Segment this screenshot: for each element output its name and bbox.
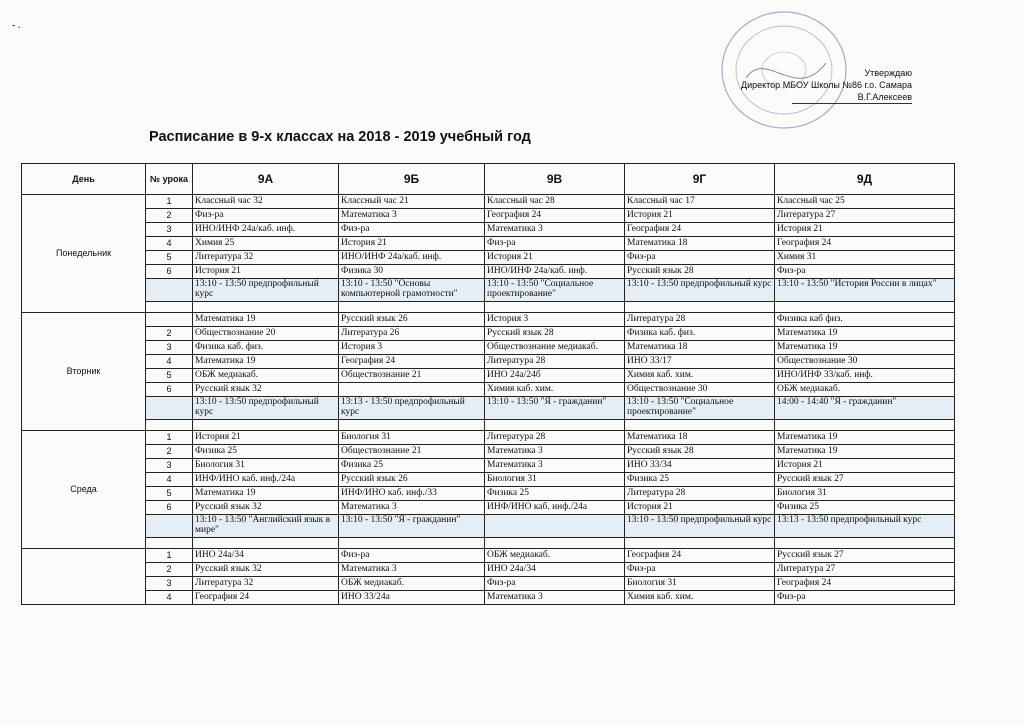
lesson-number: 2 — [146, 327, 193, 341]
lesson-cell: Классный час 21 — [339, 195, 485, 209]
lesson-row — [22, 383, 955, 397]
spacer-cell — [193, 538, 339, 549]
lesson-cell: ИНО/ИНФ 24а/каб. инф. — [193, 223, 339, 237]
spacer-cell — [193, 420, 339, 431]
lesson-cell: Математика 19 — [775, 431, 955, 445]
lesson-cell: География 24 — [625, 549, 775, 563]
lesson-row — [22, 355, 955, 369]
lesson-row — [22, 487, 955, 501]
lesson-row — [22, 327, 955, 341]
lesson-cell: Биология 31 — [775, 487, 955, 501]
lesson-cell: Математика 19 — [193, 355, 339, 369]
lesson-cell: Физика 25 — [775, 501, 955, 515]
spacer-cell — [146, 302, 193, 313]
lesson-cell: ИНО 33/34 — [625, 459, 775, 473]
schedule-table — [21, 163, 955, 605]
extracurricular-cell: 13:10 - 13:50 "Социальное проектирование" — [485, 279, 625, 302]
lesson-cell: История 21 — [339, 237, 485, 251]
lesson-cell: Физика 25 — [193, 445, 339, 459]
lesson-cell: Физика каб. физ. — [625, 327, 775, 341]
lesson-cell: ОБЖ медиакаб. — [775, 383, 955, 397]
lesson-cell: Литература 27 — [775, 563, 955, 577]
spacer-cell — [625, 538, 775, 549]
lesson-row — [22, 369, 955, 383]
extracurricular-cell: 13:10 - 13:50 "Английский язык в мире" — [193, 515, 339, 538]
lesson-cell: Химия каб. хим. — [625, 369, 775, 383]
lesson-row — [22, 473, 955, 487]
extracurricular-cell: 14:00 - 14:40 "Я - гражданин" — [775, 397, 955, 420]
lesson-cell: География 24 — [775, 577, 955, 591]
lesson-cell: Математика 3 — [485, 591, 625, 605]
lesson-cell: ИНФ/ИНО каб. инф./24а — [485, 501, 625, 515]
header-class: 9Г — [625, 164, 775, 195]
extracurricular-cell: 13:10 - 13:50 предпрофильный курс — [193, 397, 339, 420]
header-lesson-number: № урока — [146, 164, 193, 195]
lesson-cell: География 24 — [193, 591, 339, 605]
lesson-cell: Физ-ра — [339, 549, 485, 563]
lesson-number: 3 — [146, 341, 193, 355]
lesson-number: 4 — [146, 591, 193, 605]
spacer-row — [22, 420, 955, 431]
lesson-cell: История 21 — [193, 265, 339, 279]
lesson-cell: География 24 — [625, 223, 775, 237]
header-day: День — [22, 164, 146, 195]
lesson-cell: История 3 — [485, 313, 625, 327]
lesson-cell: Химия 25 — [193, 237, 339, 251]
lesson-cell: Физика каб физ. — [775, 313, 955, 327]
corner-mark: - . — [12, 20, 21, 31]
lesson-cell: Математика 3 — [339, 501, 485, 515]
lesson-cell: Русский язык 28 — [625, 445, 775, 459]
extracurricular-cell: 13:10 - 13:50 "История России в лицах" — [775, 279, 955, 302]
day-name: Вторник — [22, 313, 146, 431]
lesson-cell: Русский язык 27 — [775, 549, 955, 563]
lesson-number: 4 — [146, 473, 193, 487]
extracurricular-cell: 13:10 - 13:50 "Основы компьютерной грамотности" — [339, 279, 485, 302]
lesson-cell: Математика 19 — [193, 487, 339, 501]
lesson-cell: Математика 19 — [775, 341, 955, 355]
lesson-row — [22, 563, 955, 577]
lesson-cell: Биология 31 — [485, 473, 625, 487]
lesson-number — [146, 515, 193, 538]
lesson-cell: История 3 — [339, 341, 485, 355]
spacer-cell — [339, 420, 485, 431]
extracurricular-cell: 13:10 - 13:50 "Социальное проектирование" — [625, 397, 775, 420]
lesson-cell: История 21 — [775, 459, 955, 473]
spacer-cell — [339, 302, 485, 313]
lesson-number: 1 — [146, 195, 193, 209]
extracurricular-cell: 13:10 - 13:50 предпрофильный курс — [193, 279, 339, 302]
lesson-cell: ИНФ/ИНО каб. инф./24а — [193, 473, 339, 487]
lesson-number: 5 — [146, 369, 193, 383]
lesson-number: 3 — [146, 459, 193, 473]
lesson-row — [22, 591, 955, 605]
extracurricular-row — [22, 515, 955, 538]
lesson-cell: Обществознание медиакаб. — [485, 341, 625, 355]
lesson-cell: Русский язык 32 — [193, 383, 339, 397]
spacer-cell — [485, 420, 625, 431]
header-row — [22, 164, 955, 195]
lesson-cell: ИНО 33/17 — [625, 355, 775, 369]
lesson-row — [22, 251, 955, 265]
lesson-row — [22, 459, 955, 473]
lesson-cell: Химия 31 — [775, 251, 955, 265]
lesson-cell: История 21 — [625, 501, 775, 515]
lesson-cell: Математика 19 — [775, 327, 955, 341]
lesson-cell: География 24 — [339, 355, 485, 369]
lesson-cell: Физика 30 — [339, 265, 485, 279]
lesson-number: 2 — [146, 563, 193, 577]
lesson-cell: Химия каб. хим. — [625, 591, 775, 605]
lesson-row — [22, 549, 955, 563]
spacer-cell — [146, 420, 193, 431]
spacer-cell — [146, 538, 193, 549]
extracurricular-cell: 13:10 - 13:50 предпрофильный курс — [625, 279, 775, 302]
approval-block — [700, 67, 912, 104]
spacer-row — [22, 538, 955, 549]
lesson-cell: ОБЖ медиакаб. — [339, 577, 485, 591]
lesson-number: 2 — [146, 445, 193, 459]
lesson-cell: Физ-ра — [625, 251, 775, 265]
lesson-cell: Русский язык 26 — [339, 473, 485, 487]
lesson-cell: Литература 32 — [193, 577, 339, 591]
lesson-cell: ИНО/ИНФ 24а/каб. инф. — [339, 251, 485, 265]
spacer-cell — [775, 420, 955, 431]
lesson-row — [22, 195, 955, 209]
spacer-cell — [775, 302, 955, 313]
spacer-cell — [339, 538, 485, 549]
lesson-cell: Русский язык 32 — [193, 563, 339, 577]
approval-position: Директор МБОУ Школы №86 г.о. Самара — [740, 80, 912, 90]
page-title: Расписание в 9-х классах на 2018 - 2019 учебный год — [149, 129, 531, 145]
spacer-row — [22, 302, 955, 313]
lesson-cell: Обществознание 21 — [339, 369, 485, 383]
lesson-cell: Русский язык 26 — [339, 313, 485, 327]
lesson-row — [22, 265, 955, 279]
lesson-number: 1 — [146, 431, 193, 445]
lesson-number — [146, 279, 193, 302]
lesson-cell: Русский язык 28 — [485, 327, 625, 341]
lesson-cell: Классный час 17 — [625, 195, 775, 209]
extracurricular-row — [22, 279, 955, 302]
header-class: 9А — [193, 164, 339, 195]
lesson-row — [22, 431, 955, 445]
header-class: 9Д — [775, 164, 955, 195]
lesson-row — [22, 341, 955, 355]
lesson-number: 3 — [146, 577, 193, 591]
lesson-row — [22, 223, 955, 237]
lesson-cell: География 24 — [485, 209, 625, 223]
lesson-cell: Литература 28 — [485, 355, 625, 369]
lesson-number: 3 — [146, 223, 193, 237]
lesson-number: 2 — [146, 209, 193, 223]
header-class: 9В — [485, 164, 625, 195]
lesson-cell: География 24 — [775, 237, 955, 251]
lesson-cell: Литература 27 — [775, 209, 955, 223]
lesson-cell: ИНО 24а/34 — [193, 549, 339, 563]
day-name — [22, 549, 146, 605]
lesson-cell: Обществознание 20 — [193, 327, 339, 341]
spacer-cell — [485, 302, 625, 313]
lesson-cell: История 21 — [625, 209, 775, 223]
lesson-cell: Русский язык 32 — [193, 501, 339, 515]
spacer-cell — [625, 420, 775, 431]
lesson-cell: Литература 28 — [625, 313, 775, 327]
lesson-cell: ИНО 33/24а — [339, 591, 485, 605]
lesson-cell: Физика каб. физ. — [193, 341, 339, 355]
lesson-cell: ИНО 24а/34 — [485, 563, 625, 577]
lesson-cell — [339, 383, 485, 397]
extracurricular-cell: 13:13 - 13:50 предпрофильный курс — [339, 397, 485, 420]
extracurricular-cell: 13:10 - 13:50 предпрофильный курс — [625, 515, 775, 538]
lesson-row — [22, 313, 955, 327]
lesson-cell: Обществознание 30 — [625, 383, 775, 397]
lesson-cell: Математика 19 — [193, 313, 339, 327]
lesson-row — [22, 445, 955, 459]
lesson-number: 1 — [146, 549, 193, 563]
day-name: Понедельник — [22, 195, 146, 313]
lesson-cell: ИНФ/ИНО каб. инф./33 — [339, 487, 485, 501]
header-class: 9Б — [339, 164, 485, 195]
lesson-cell: Биология 31 — [193, 459, 339, 473]
lesson-cell: ИНО 24а/24б — [485, 369, 625, 383]
lesson-row — [22, 501, 955, 515]
lesson-number: 5 — [146, 487, 193, 501]
lesson-cell: Физ-ра — [775, 591, 955, 605]
lesson-cell: Обществознание 30 — [775, 355, 955, 369]
lesson-cell: Классный час 28 — [485, 195, 625, 209]
lesson-cell: Физика 25 — [339, 459, 485, 473]
spacer-cell — [775, 538, 955, 549]
lesson-cell: Математика 3 — [339, 563, 485, 577]
schedule-body — [22, 195, 955, 605]
lesson-cell: ОБЖ медиакаб. — [485, 549, 625, 563]
spacer-cell — [193, 302, 339, 313]
lesson-cell: Классный час 25 — [775, 195, 955, 209]
lesson-cell: Русский язык 28 — [625, 265, 775, 279]
approval-signature-line: В.Г.Алексеев — [792, 91, 912, 104]
lesson-cell: Физ-ра — [485, 237, 625, 251]
lesson-cell: Физ-ра — [339, 223, 485, 237]
lesson-cell: Классный час 32 — [193, 195, 339, 209]
lesson-row — [22, 209, 955, 223]
lesson-cell: Математика 3 — [485, 445, 625, 459]
lesson-cell: Физ-ра — [485, 577, 625, 591]
lesson-cell: Биология 31 — [625, 577, 775, 591]
lesson-cell: Литература 26 — [339, 327, 485, 341]
extracurricular-cell — [485, 515, 625, 538]
lesson-cell: Математика 3 — [339, 209, 485, 223]
lesson-cell: Обществознание 21 — [339, 445, 485, 459]
lesson-row — [22, 577, 955, 591]
lesson-number — [146, 397, 193, 420]
spacer-cell — [625, 302, 775, 313]
lesson-cell: Литература 28 — [485, 431, 625, 445]
lesson-cell: История 21 — [193, 431, 339, 445]
lesson-cell: Математика 3 — [485, 223, 625, 237]
lesson-cell: Физ-ра — [625, 563, 775, 577]
lesson-number — [146, 313, 193, 327]
lesson-cell: Математика 3 — [485, 459, 625, 473]
extracurricular-row — [22, 397, 955, 420]
lesson-number: 5 — [146, 251, 193, 265]
lesson-cell: Математика 18 — [625, 237, 775, 251]
lesson-cell: Литература 28 — [625, 487, 775, 501]
lesson-cell: Физ-ра — [775, 265, 955, 279]
lesson-cell: Русский язык 27 — [775, 473, 955, 487]
lesson-number: 6 — [146, 383, 193, 397]
lesson-cell: ОБЖ медиакаб. — [193, 369, 339, 383]
lesson-cell: ИНО/ИНФ 33/каб. инф. — [775, 369, 955, 383]
lesson-number: 4 — [146, 237, 193, 251]
extracurricular-cell: 13:13 - 13:50 предпрофильный курс — [775, 515, 955, 538]
lesson-cell: Математика 18 — [625, 341, 775, 355]
lesson-cell: История 21 — [775, 223, 955, 237]
extracurricular-cell: 13:10 - 13:50 "Я - гражданин" — [485, 397, 625, 420]
lesson-cell: Химия каб. хим. — [485, 383, 625, 397]
approval-heading: Утверждаю — [864, 68, 912, 78]
lesson-cell: Математика 19 — [775, 445, 955, 459]
lesson-cell: Математика 18 — [625, 431, 775, 445]
lesson-cell: Биология 31 — [339, 431, 485, 445]
lesson-number: 6 — [146, 501, 193, 515]
spacer-cell — [485, 538, 625, 549]
lesson-cell: ИНО/ИНФ 24а/каб. инф. — [485, 265, 625, 279]
lesson-cell: История 21 — [485, 251, 625, 265]
day-name: Среда — [22, 431, 146, 549]
lesson-row — [22, 237, 955, 251]
lesson-cell: Литература 32 — [193, 251, 339, 265]
lesson-number: 4 — [146, 355, 193, 369]
extracurricular-cell: 13:10 - 13:50 "Я - гражданин" — [339, 515, 485, 538]
lesson-cell: Физ-ра — [193, 209, 339, 223]
lesson-cell: Физика 25 — [485, 487, 625, 501]
lesson-number: 6 — [146, 265, 193, 279]
lesson-cell: Физика 25 — [625, 473, 775, 487]
